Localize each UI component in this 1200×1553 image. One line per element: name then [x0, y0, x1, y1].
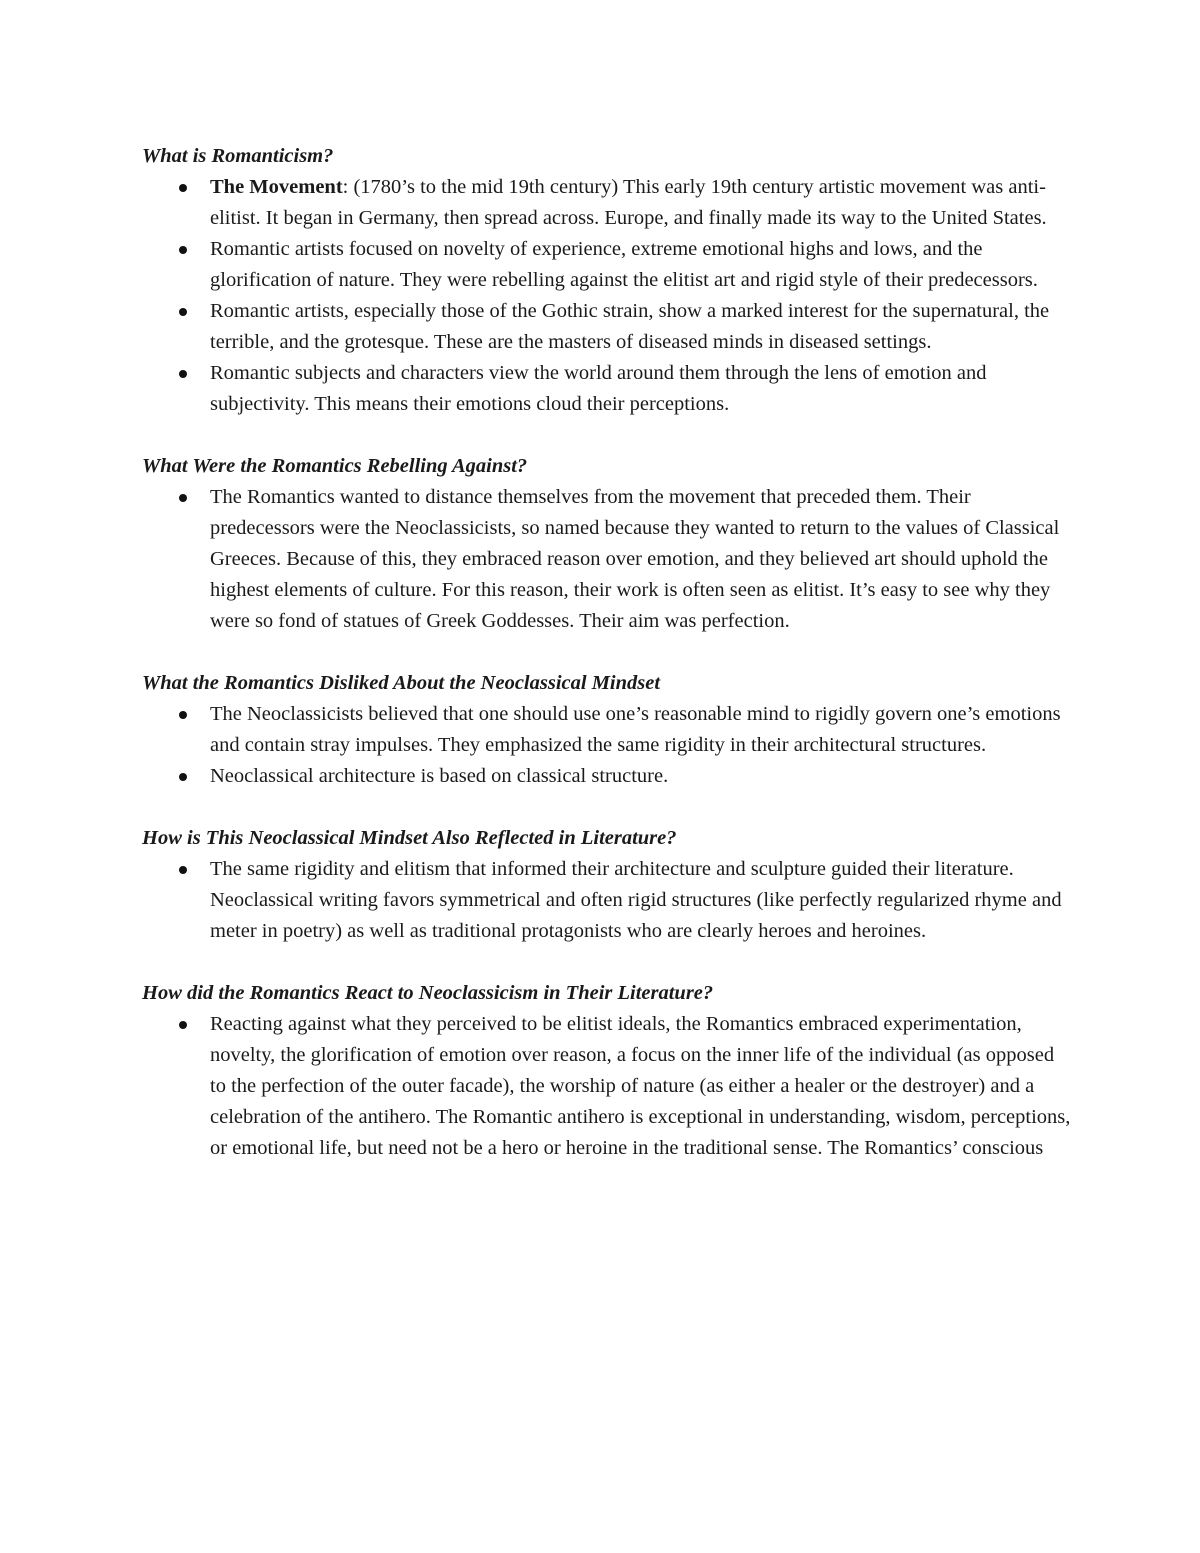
list-item — [210, 761, 1072, 792]
bullet-text: Romantic subjects and characters view the world around them through the lens of emotion and subjectivity. This means their emotions cloud their perceptions. — [210, 362, 987, 415]
bullet-list — [142, 172, 1072, 420]
section-disliked-neoclassical-mindset — [142, 668, 1072, 792]
section-heading: What the Romantics Disliked About the Neoclassical Mindset — [142, 672, 661, 694]
bullet-icon — [179, 184, 187, 192]
section-reflected-in-literature — [142, 823, 1072, 947]
bullet-text: Neoclassical architecture is based on classical structure. — [210, 765, 669, 787]
list-item — [210, 854, 1072, 947]
section-heading: What is Romanticism? — [142, 145, 334, 167]
bullet-icon — [179, 866, 187, 874]
document-body — [142, 141, 1072, 1195]
bullet-text: The Romantics wanted to distance themselves from the movement that preceded them. Their predecessors were the Neoclassicists, so named because they wanted to return to the values of Classical Greeces. Because of this, they embraced reason over emotion, and they believed art should uphold the highest elements of culture. For this reason, their work is often seen as elitist. It’s easy to see why they were so fond of statues of Greek Goddesses. Their aim was perfection. — [210, 486, 1060, 632]
bullet-lead-term: The Movement — [210, 176, 343, 198]
bullet-text: The same rigidity and elitism that informed their architecture and sculpture guided their literature. Neoclassical writing favors symmetrical and often rigid structures (like perfectly regularized rhyme and meter in poetry) as well as traditional protagonists who are clearly heroes and heroines. — [210, 858, 1062, 942]
list-item — [210, 482, 1072, 637]
bullet-list — [142, 854, 1072, 947]
list-item — [210, 1009, 1072, 1164]
bullet-text: Romantic artists focused on novelty of experience, extreme emotional highs and lows, and the glorification of nature. They were rebelling against the elitist art and rigid style of their predecessors. — [210, 238, 1038, 291]
section-heading: How is This Neoclassical Mindset Also Reflected in Literature? — [142, 827, 677, 849]
bullet-icon — [179, 494, 187, 502]
section-romantics-react — [142, 978, 1072, 1164]
bullet-icon — [179, 773, 187, 781]
list-item — [210, 234, 1072, 296]
bullet-list — [142, 1009, 1072, 1164]
section-what-is-romanticism — [142, 141, 1072, 420]
bullet-icon — [179, 370, 187, 378]
list-item — [210, 699, 1072, 761]
bullet-icon — [179, 711, 187, 719]
bullet-icon — [179, 308, 187, 316]
bullet-icon — [179, 1021, 187, 1029]
bullet-text: : (1780’s to the mid 19th century) This early 19th century artistic movement was anti-elitist. It began in Germany, then spread across. Europe, and finally made its way to the United States. — [210, 176, 1047, 229]
list-item — [210, 172, 1072, 234]
section-heading: How did the Romantics React to Neoclassicism in Their Literature? — [142, 982, 714, 1004]
bullet-list — [142, 699, 1072, 792]
section-rebelling-against — [142, 451, 1072, 637]
bullet-text: Romantic artists, especially those of the Gothic strain, show a marked interest for the supernatural, the terrible, and the grotesque. These are the masters of diseased minds in diseased settings. — [210, 300, 1050, 353]
list-item — [210, 358, 1072, 420]
bullet-text: Reacting against what they perceived to be elitist ideals, the Romantics embraced experimentation, novelty, the glorification of emotion over reason, a focus on the inner life of the individual (as opposed to the perfection of the outer facade), the worship of nature (as either a healer or the destroyer) and a celebration of the antihero. The Romantic antihero is exceptional in understanding, wisdom, perceptions, or emotional life, but need not be a hero or heroine in the traditional sense. The Romantics’ conscious — [210, 1013, 1071, 1159]
section-heading: What Were the Romantics Rebelling Against? — [142, 455, 528, 477]
bullet-icon — [179, 246, 187, 254]
bullet-text: The Neoclassicists believed that one should use one’s reasonable mind to rigidly govern one’s emotions and contain stray impulses. They emphasized the same rigidity in their architectural structures. — [210, 703, 1061, 756]
list-item — [210, 296, 1072, 358]
bullet-list — [142, 482, 1072, 637]
